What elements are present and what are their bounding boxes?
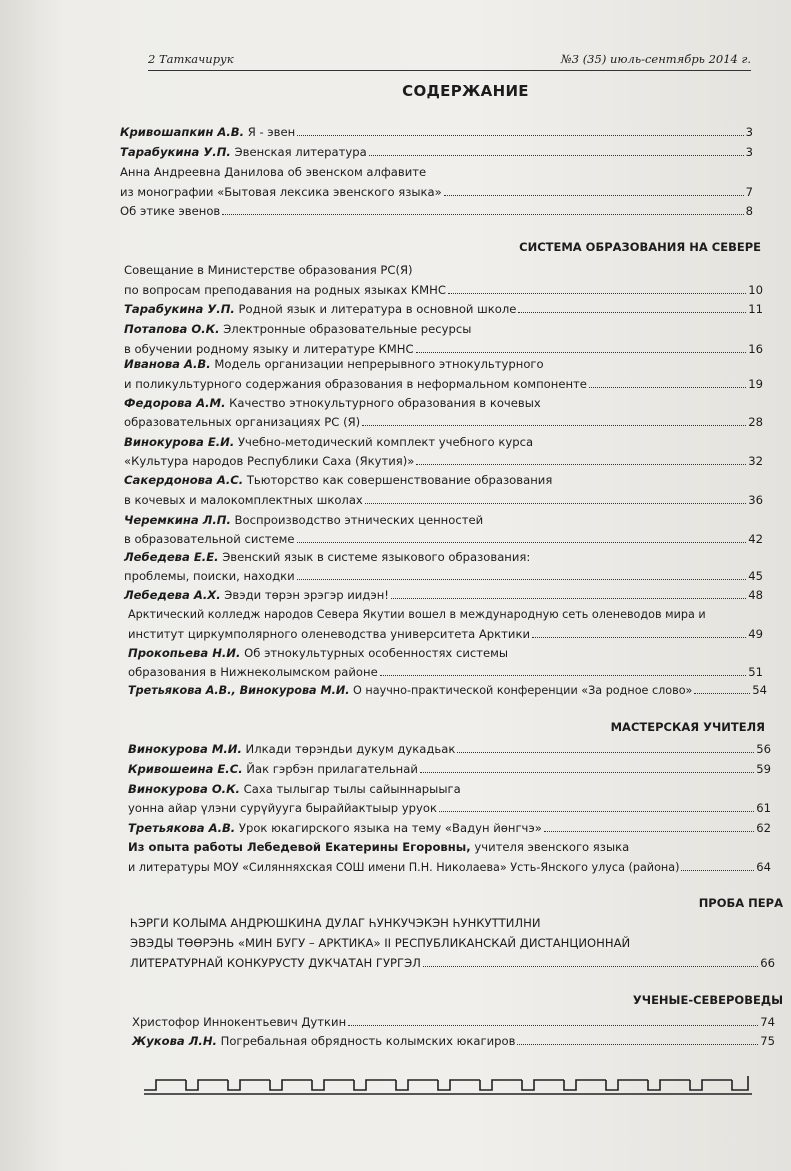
entry-title-cont: по вопросам преподавания на родных языках КМНС [124,283,446,297]
entry-title: Эвенский язык в системе языкового образования: [218,550,531,564]
entry-title: О научно-практической конференции «За родное слово» [349,684,693,697]
entry-title: Модель организации непрерывного этнокультурного [210,357,544,371]
entry-title: Об этнокультурных особенностях системы [240,646,509,660]
leader-dots [416,451,746,465]
leader-dots [380,662,747,676]
entry-title: Тьюторство как совершенствование образования [243,473,553,487]
entry-author: Иванова А.В. [124,357,211,371]
entry-author: Жукова Л.Н. [132,1034,217,1048]
leader-dots [444,182,744,196]
entry-bold-title: Из опыта работы Лебедевой Екатерины Егоровны, [128,840,471,854]
entry-author: Лебедева Е.Е. [124,550,219,564]
entry-page: 10 [748,283,763,297]
entry-title-cont: уонна айар үлэни сурүйууга быраййактыыр уруок [128,801,437,815]
leader-dots [416,339,747,353]
leader-dots [694,680,750,694]
entry-page: 75 [760,1034,775,1048]
ornament-pattern-icon [144,1076,752,1094]
entry-title-cont: образовательных организациях РС (Я) [124,415,361,429]
header-issue-left: 2 Таткачирук [148,52,234,66]
entry-author: Черемкина Л.П. [124,513,231,527]
entry-title: Погребальная обрядность колымских юкагиров [216,1034,516,1048]
entry-title-cont: институт циркумполярного оленеводства университета Арктики [128,627,530,641]
entry-page: 36 [748,493,763,507]
entry-author: Тарабукина У.П. [124,302,235,316]
entry-author: Винокурова О.К. [128,782,240,796]
leader-dots [439,798,754,812]
entry-title: Урок юкагирского языка на тему «Вадун йөнгчэ» [235,821,542,835]
entry-page: 48 [748,588,763,602]
entry-title-cont: образования в Нижнеколымском районе [128,665,378,679]
entry-page: 51 [748,665,763,679]
entry-title: Электронные образовательные ресурсы [219,322,472,336]
entry-title: Учебно-методический комплект учебного курса [234,435,534,449]
entry-title-cont: и поликультурного содержания образования в неформальном компоненте [124,377,587,391]
section-header: СИСТЕМА ОБРАЗОВАНИЯ НА СЕВЕРЕ [519,240,761,254]
entry-page: 16 [748,342,763,356]
leader-dots [532,624,746,638]
entry-page: 3 [745,125,753,139]
leader-dots [391,585,746,599]
entry-author: Сакердонова А.С. [124,473,244,487]
entry-author: Тарабукина У.П. [120,145,231,159]
leader-dots [348,1012,758,1026]
entry-page: 42 [748,532,763,546]
entry-title-cont: в кочевых и малокомплектных школах [124,493,363,507]
entry-title: Йак гэрбэн прилагательнай [242,762,418,776]
leader-dots [297,122,743,136]
header-issue-right: №3 (35) июль-сентябрь 2014 г. [560,52,751,66]
entry-author: Федорова А.М. [124,396,226,410]
entry-author: Винокурова М.И. [128,742,242,756]
entry-page: 61 [756,801,771,815]
leader-dots [448,280,746,294]
entry-page: 49 [748,627,763,641]
entry-page: 32 [748,454,763,468]
entry-author: Кривошапкин А.В. [120,125,245,139]
entry-author: Лебедева А.Х. [124,588,221,602]
leader-dots [681,857,754,871]
entry-title: Саха тылыгар тылы сайыннарыыга [239,782,461,796]
entry-title: Христофор Иннокентьевич Дуткин [132,1015,347,1029]
leader-dots [297,529,747,543]
entry-title-cont: ЭВЭДЫ ТӨӨРЭНЬ «МИН БУГУ – АРКТИКА» II РЕСПУБЛИКАНСКАЙ ДИСТАНЦИОННАЙ [130,936,631,950]
entry-author: Винокурова Е.И. [124,435,235,449]
section-header: УЧЕНЫЕ-СЕВЕРОВЕДЫ [632,993,783,1007]
leader-dots [544,818,754,832]
leader-dots [222,201,743,215]
entry-title-cont: в обучении родному языку и литературе КМНС [124,342,414,356]
entry-title: Воспроизводство этнических ценностей [230,513,484,527]
entry-title-cont: проблемы, поиски, находки [124,569,295,583]
section-header: МАСТЕРСКАЯ УЧИТЕЛЯ [610,720,765,734]
entry-title: Я - эвен [244,125,296,139]
entry-page: 8 [745,204,753,218]
entry-title: Илкади төрэндьи дукум дукадьак [241,742,456,756]
entry-title: учителя эвенского языка [470,840,630,854]
entry-title-cont: в образовательной системе [124,532,295,546]
leader-dots [369,142,744,156]
entry-author: Кривошеина Е.С. [128,762,243,776]
entry-title: Родной язык и литература в основной школе [234,302,517,316]
entry-title-cont: ЛИТЕРАТУРНАЙ КОНКУРУСТУ ДУКЧАТАН ГУРГЭЛ [130,956,421,970]
leader-dots [297,566,747,580]
entry-title: Качество этнокультурного образования в кочевых [225,396,541,410]
leader-dots [589,374,746,388]
contents-title: СОДЕРЖАНИЕ [402,82,529,100]
entry-page: 28 [748,415,763,429]
entry-page: 45 [748,569,763,583]
entry-page: 7 [745,185,753,199]
entry-page: 3 [745,145,753,159]
leader-dots [362,412,746,426]
leader-dots [423,953,758,967]
entry-page: 66 [760,956,775,970]
ornament-border [140,1072,760,1096]
entry-title-cont: и литературы МОУ «Силянняхская СОШ имени П.Н. Николаева» Усть-Янского улуса (района) [128,861,680,874]
entry-title: ҺЭРГИ КОЛЫМА АНДРЮШКИНА ДУЛАГ ҺУНКУЧЭКЭН ҺУНКУТТИЛНИ [130,916,541,930]
entry-page: 74 [760,1015,775,1029]
entry-title: Арктический колледж народов Севера Якутии вошел в международную сеть оленеводов мира и [128,608,706,621]
leader-dots [365,490,746,504]
entry-title: Совещание в Министерстве образования РС(Я) [124,263,413,277]
entry-author: Третьякова А.В. [128,821,236,835]
leader-dots [420,759,754,773]
section-header: ПРОБА ПЕРА [698,896,783,910]
entry-page: 62 [756,821,771,835]
entry-page: 11 [748,302,763,316]
entry-author: Потапова О.К. [124,322,220,336]
entry-title-cont: «Культура народов Республики Саха (Якутия)» [124,454,415,468]
entry-title: Об этике эвенов [120,204,221,218]
entry-author: Прокопьева Н.И. [128,646,241,660]
leader-dots [457,739,754,753]
leader-dots [517,1031,758,1045]
entry-title-cont: из монографии «Бытовая лексика эвенского языка» [120,185,442,199]
leader-dots [518,299,746,313]
entry-page: 64 [756,860,771,874]
entry-title: Анна Андреевна Данилова об эвенском алфавите [120,165,427,179]
entry-author: Третьякова А.В., Винокурова М.И. [128,684,350,697]
entry-page: 54 [752,683,767,697]
running-header [148,48,751,71]
entry-title: Эвенская литература [230,145,367,159]
entry-page: 19 [748,377,763,391]
entry-page: 59 [756,762,771,776]
entry-title: Эвэди төрэн эрэгэр иидэн! [220,588,389,602]
entry-page: 56 [756,742,771,756]
